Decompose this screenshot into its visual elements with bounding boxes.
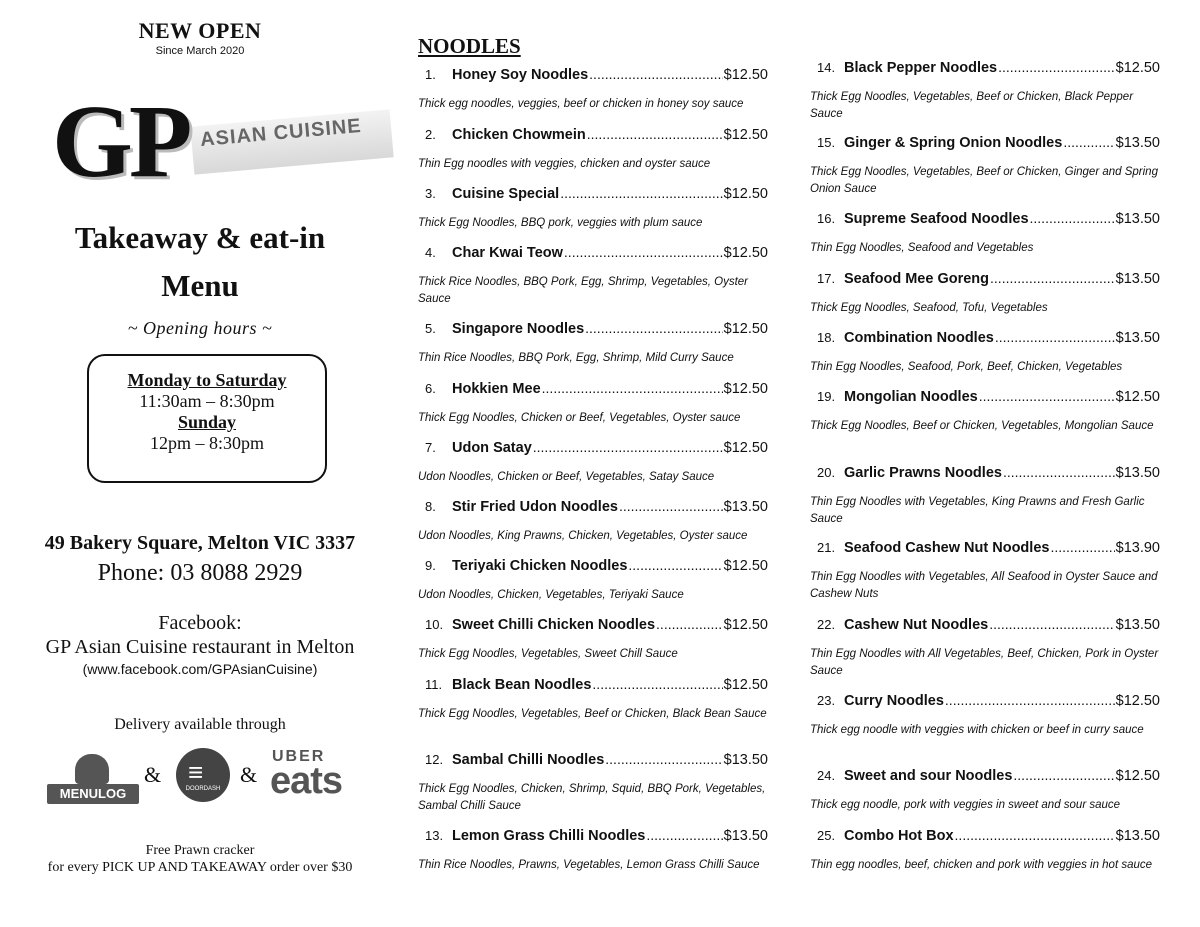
dot-leader [990,270,1115,286]
menu-item [810,692,1160,739]
menu-item-description: Thick Rice Noodles, BBQ Pork, Egg, Shrimp, Vegetables, Oyster Sauce [418,276,749,305]
menu-item-price: $12.50 [1115,693,1160,709]
menu-item-description: Thick Egg Noodles, Seafood, Tofu, Vegetables [810,302,1048,314]
menu-item-price: $13.50 [1115,135,1160,151]
ubereats-logo [270,748,370,802]
menu-item [810,388,1160,435]
menu-item-description: Thin Egg Noodles, Seafood, Pork, Beef, Chicken, Vegetables [810,361,1123,373]
menu-item-number: 10. [425,617,444,632]
sunday-hours: 12pm – 8:30pm [149,433,264,453]
menu-item-row [810,692,1160,712]
menu-item-description: Thick Egg Noodles, Vegetables, Beef or Chicken, Ginger and Spring Onion Sauce [810,166,1158,195]
facebook-page-name: GP Asian Cuisine restaurant in Melton [45,636,355,658]
menu-item-description: Udon Noodles, King Prawns, Chicken, Vegetables, Oyster sauce [418,530,748,542]
menu-item-number: 25. [817,828,836,843]
menu-item-row [810,539,1160,559]
promo-line-1: Free Prawn cracker [145,843,255,858]
menu-item [418,439,768,486]
delivery-label: Delivery available through [114,716,286,733]
menu-item-number: 3. [425,186,436,201]
menu-item-name: Seafood Mee Goreng [844,271,990,287]
menu-item-name: Char Kwai Teow [452,245,563,261]
dot-leader [592,676,722,692]
menu-item [418,751,768,815]
dot-leader [646,827,722,843]
menu-item-name: Ginger & Spring Onion Noodles [844,135,1063,151]
menu-item [810,270,1160,317]
menu-item-number: 16. [817,211,836,226]
dot-leader [1013,767,1114,783]
uber-wordmark: UBER [272,748,326,765]
doordash-wordmark: DOORDASH [185,786,221,792]
section-title-noodles: NOODLES [418,34,521,58]
menu-item-row [810,388,1160,408]
menu-item-name: Hokkien Mee [452,381,541,397]
menu-item-description: Thin Rice Noodles, Prawns, Vegetables, Lemon Grass Chilli Sauce [418,859,760,871]
menu-item-number: 7. [425,440,436,455]
dot-leader [656,616,723,632]
menu-item-description: Thin Egg Noodles with Vegetables, King Prawns and Fresh Garlic Sauce [810,496,1145,525]
menu-item-row [810,616,1160,636]
menu-item-description: Thick Egg Noodles, BBQ pork, veggies with plum sauce [418,217,703,229]
menu-item-name: Black Pepper Noodles [844,60,998,76]
menu-item-name: Singapore Noodles [452,321,585,337]
menu-item-price: $13.50 [1115,330,1160,346]
dot-leader [989,616,1114,632]
dot-leader [628,557,722,573]
takeaway-title: Takeaway & eat-in [74,220,326,255]
menu-item-description: Thin Egg noodles with veggies, chicken and oyster sauce [418,158,711,170]
menu-item-price: $12.50 [723,67,768,83]
dot-leader [585,320,723,336]
menu-item-name: Cashew Nut Noodles [844,617,989,633]
menu-item-price: $13.50 [1115,617,1160,633]
menu-item-name: Black Bean Noodles [452,677,592,693]
info-column [0,0,400,927]
menu-item-description: Thick Egg Noodles, Chicken or Beef, Vegetables, Oyster sauce [418,412,741,424]
menu-item-name: Sweet and sour Noodles [844,768,1013,784]
dot-leader [945,692,1115,708]
menu-item-number: 4. [425,245,436,260]
menu-item-description: Thick Egg Noodles, Vegetables, Beef or Chicken, Black Pepper Sauce [810,91,1134,120]
menu-item [418,185,768,232]
menu-item-description: Thin Egg Noodles, Seafood and Vegetables [810,242,1034,254]
menu-item-row [418,439,768,459]
menu-item-row [810,464,1160,484]
facebook-url: (www.facebook.com/GPAsianCuisine) [82,661,318,677]
opening-hours-box [87,354,327,483]
menu-item-number: 11. [425,677,443,692]
menu-item-number: 15. [817,135,836,150]
menu-item-name: Honey Soy Noodles [452,67,589,83]
ampersand: & [240,762,258,787]
menu-item-name: Lemon Grass Chilli Noodles [452,828,646,844]
menu-item-row [810,329,1160,349]
menu-item-price: $12.50 [1115,60,1160,76]
menu-item [418,827,768,874]
new-open-heading: NEW OPEN [138,18,262,43]
menu-item [418,66,768,113]
menu-item-name: Garlic Prawns Noodles [844,465,1002,481]
menu-item-description: Thick Egg Noodles, Vegetables, Sweet Chill Sauce [418,648,678,660]
sunday-label: Sunday [177,412,237,432]
menu-item-price: $12.50 [723,558,768,574]
menu-item-number: 5. [425,321,436,336]
doordash-logo [176,748,230,802]
menu-item-name: Combination Noodles [844,330,994,346]
gp-logo [52,84,377,208]
menu-item-number: 18. [817,330,836,345]
menu-item-row [418,320,768,340]
menu-item-price: $12.50 [723,381,768,397]
logo-subtitle: ASIAN CUISINE [199,114,363,152]
menu-item-number: 23. [817,693,836,708]
menu-item-price: $12.50 [1115,389,1160,405]
menu-item [418,126,768,173]
menu-item [810,539,1160,603]
menu-item [418,616,768,663]
menu-item-description: Thick egg noodles, veggies, beef or chicken in honey soy sauce [418,98,744,110]
menu-item-name: Cuisine Special [452,186,560,202]
menu-item-number: 8. [425,499,436,514]
menu-item-row [810,767,1160,787]
menu-item-name: Curry Noodles [844,693,944,709]
menu-item-price: $13.50 [1115,271,1160,287]
menu-item-description: Thick egg noodle, pork with veggies in sweet and sour sauce [810,799,1121,811]
menu-item [810,616,1160,680]
menu-item-price: $13.50 [1115,211,1160,227]
menu-item-description: Thick egg noodle with veggies with chicken or beef in curry sauce [810,724,1144,736]
menu-item-name: Sweet Chilli Chicken Noodles [452,617,656,633]
dot-leader [560,185,722,201]
dot-leader [619,498,723,514]
menu-item-description: Thick Egg Noodles, Chicken, Shrimp, Squid, BBQ Pork, Vegetables, Sambal Chilli Sauce [418,783,766,812]
dot-leader [995,329,1115,345]
menu-item-description: Thin Rice Noodles, BBQ Pork, Egg, Shrimp, Mild Curry Sauce [418,352,734,364]
menu-item [418,676,768,723]
menu-item [810,210,1160,257]
menu-item-description: Thick Egg Noodles, Beef or Chicken, Vegetables, Mongolian Sauce [810,420,1154,432]
menu-item-name: Seafood Cashew Nut Noodles [844,540,1050,556]
menu-item [810,767,1160,814]
menu-item-number: 2. [425,127,436,142]
menu-item [810,464,1160,528]
opening-hours-title: ~ Opening hours ~ [127,318,273,338]
menu-item-price: $13.90 [1115,540,1160,556]
ampersand: & [144,762,162,787]
menu-item-description: Thin Egg Noodles with Vegetables, All Seafood in Oyster Sauce and Cashew Nuts [810,571,1158,600]
menu-item-row [810,827,1160,847]
dot-leader [1030,210,1115,226]
address: 49 Bakery Square, Melton VIC 3337 [44,532,356,554]
menu-item [810,59,1160,123]
menu-item-description: Udon Noodles, Chicken, Vegetables, Teriyaki Sauce [418,589,684,601]
menu-item-price: $12.50 [723,440,768,456]
menu-item-description: Thin egg noodles, beef, chicken and pork with veggies in hot sauce [810,859,1153,871]
menu-item-number: 22. [817,617,836,632]
phone-number: Phone: 03 8088 2929 [97,560,303,586]
menu-item-number: 20. [817,465,836,480]
menu-item-row [418,244,768,264]
dot-leader [998,59,1115,75]
menu-item-number: 19. [817,389,836,404]
menu-item [810,134,1160,198]
menu-item [418,320,768,367]
menu-item-price: $13.50 [723,752,768,768]
menu-item-price: $12.50 [723,127,768,143]
menu-item-price: $13.50 [723,828,768,844]
menu-item-row [810,59,1160,79]
dot-leader [589,66,722,82]
dot-leader [979,388,1115,404]
menu-item-number: 1. [425,67,436,82]
menu-item-number: 12. [425,752,444,767]
menu-item-description: Udon Noodles, Chicken or Beef, Vegetables, Satay Sauce [418,471,715,483]
menu-item-price: $12.50 [723,677,768,693]
menu-item-row [418,126,768,146]
menulog-logo [47,752,139,806]
menu-item-number: 17. [817,271,836,286]
menu-item-number: 14. [817,60,836,75]
menu-item [810,329,1160,376]
menu-item [418,498,768,545]
weekday-hours: 11:30am – 8:30pm [139,391,275,411]
dot-leader [1050,539,1114,555]
menu-item-number: 24. [817,768,836,783]
menu-item [418,380,768,427]
menu-item-row [418,185,768,205]
menu-item-number: 21. [817,540,836,555]
dot-leader [955,827,1115,843]
dot-leader [533,439,723,455]
menu-item-number: 9. [425,558,436,573]
menu-item-price: $12.50 [723,245,768,261]
dot-leader [1063,134,1114,150]
menu-item-row [418,66,768,86]
menu-item-name: Stir Fried Udon Noodles [452,499,618,515]
menu-item-row [418,676,768,696]
menu-item-row [810,134,1160,154]
menu-item-row [418,616,768,636]
menu-item-row [418,498,768,518]
facebook-label: Facebook: [158,612,242,634]
menu-item-name: Supreme Seafood Noodles [844,211,1029,227]
menu-item-row [418,827,768,847]
since-date: Since March 2020 [155,45,245,57]
dot-leader [564,244,723,260]
menu-item-row [418,557,768,577]
menu-item-price: $13.50 [1115,465,1160,481]
menu-item-price: $13.50 [1115,828,1160,844]
menulog-wordmark: MENULOG [47,784,139,804]
menu-item-row [418,751,768,771]
weekday-label: Monday to Saturday [127,370,287,390]
menu-item-number: 13. [425,828,444,843]
dot-leader [542,380,723,396]
menu-item-price: $12.50 [1115,768,1160,784]
menu-item-name: Teriyaki Chicken Noodles [452,558,628,574]
promo-line-2: for every PICK UP AND TAKEAWAY order over $30 [47,860,353,875]
menu-item-name: Sambal Chilli Noodles [452,752,605,768]
menu-item-name: Mongolian Noodles [844,389,978,405]
menu-item [418,557,768,604]
doordash-icon: ≡ [188,757,204,787]
menu-item-name: Chicken Chowmein [452,127,586,143]
menu-item-name: Combo Hot Box [844,828,954,844]
chef-hat-icon [75,754,109,784]
eats-wordmark: eats [270,760,343,802]
menu-item-row [810,270,1160,290]
logo-letters: GP [52,84,189,199]
dot-leader [587,126,723,142]
menu-item-description: Thick Egg Noodles, Vegetables, Beef or Chicken, Black Bean Sauce [418,708,767,720]
dot-leader [1003,464,1115,480]
menu-item [810,827,1160,874]
menu-title: Menu [161,268,239,303]
menu-item-name: Udon Satay [452,440,532,456]
menu-item-description: Thin Egg Noodles with All Vegetables, Beef, Chicken, Pork in Oyster Sauce [810,648,1159,677]
menu-item-price: $13.50 [723,499,768,515]
menu-item [418,244,768,308]
menu-item-row [810,210,1160,230]
dot-leader [605,751,722,767]
menu-item-price: $12.50 [723,186,768,202]
menu-item-row [418,380,768,400]
menu-item-number: 6. [425,381,436,396]
menu-item-price: $12.50 [723,617,768,633]
menu-item-price: $12.50 [723,321,768,337]
